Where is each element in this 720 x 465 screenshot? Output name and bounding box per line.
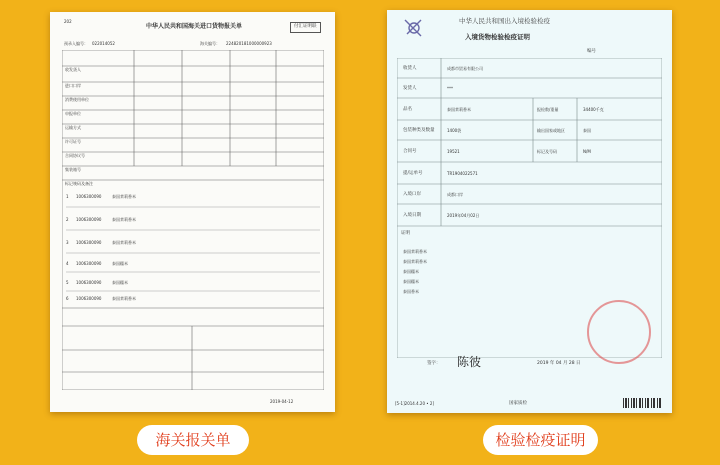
item-name: 泰国糯米 [112,261,128,266]
row-label: 进口口岸 [65,83,81,88]
field-value: 泰国茉莉香米 [447,107,471,112]
item-no: 5 [66,280,69,285]
item-name: 泰国茉莉香米 [112,240,136,245]
item-code: 1006300090 [76,280,102,285]
field-value: 泰国 [583,128,591,133]
row-label: 标记唛码及备注 [65,181,93,186]
field-value: *** [447,86,453,91]
sign-label: 签字： [427,361,441,366]
row-label: 申报单位 [65,111,81,116]
item-code: 1006300090 [76,240,102,245]
signature: 陈彼 [457,355,482,369]
field-value: N/M [583,149,591,154]
stamp-box: 付汇证明联 [290,22,321,33]
row-label: 运输方式 [65,125,81,130]
field-value: 19521 [447,149,460,154]
inspection-certificate-document [387,10,672,413]
item-no: 6 [66,296,69,301]
proof-label: 证明 [401,231,410,236]
field-label: 入境口岸 [403,192,421,197]
proof-line: 泰国香米 [403,289,419,294]
field-value: 1400袋 [447,128,462,133]
emblem-icon [401,16,427,42]
item-code: 1006300090 [76,194,102,199]
customs-no: 224820181000000923 [226,41,272,46]
item-no: 3 [66,240,69,245]
row-label: 集装箱号 [65,167,81,172]
official-seal-icon [587,300,651,364]
proof-line: 泰国糯米 [403,279,419,284]
customs-declaration-document [50,12,335,412]
field-label: 报检数/重量 [537,107,559,112]
field-label: 提/运单号 [403,171,423,176]
row-label: 许可证号 [65,139,81,144]
field-value: 成都市贸易有限公司 [447,66,483,71]
barcode-icon [623,398,663,408]
field-value: 成都口岸 [447,192,463,197]
top-code: 202 [64,19,72,24]
row-label: 收发货人 [65,67,81,72]
item-name: 泰国糯米 [112,280,128,285]
item-code: 1006300090 [76,261,102,266]
customs-title: 中华人民共和国海关进口货物报关单 [146,23,243,30]
cert-header-line1: 中华人民共和国出入境检验检疫 [459,17,550,25]
cert-date: 2019 年 04 月 28 日 [537,361,581,366]
field-label: 发货人 [403,86,417,91]
item-name: 泰国茉莉香米 [112,217,136,222]
certificate-caption: 检验检疫证明 [483,425,598,455]
customs-caption: 海关报关单 [137,425,249,455]
field-label: 入境日期 [403,213,421,218]
proof-line: 泰国茉莉香米 [403,249,427,254]
item-code: 1006300090 [76,217,102,222]
brand-label: 国家质检 [509,401,527,406]
field-label: 包装种类及数量 [403,128,435,133]
bottom-left-code: [5-1]2014.4.20 • 2] [395,401,435,406]
field-label: 合同号 [403,149,417,154]
field-label: 品名 [403,107,412,112]
customs-no-label: 海关编号： [200,41,220,46]
field-label: 收货人 [403,66,417,71]
item-name: 泰国茉莉香米 [112,194,136,199]
item-no: 4 [66,261,69,266]
cert-no-label: 编号 [587,49,596,54]
row-label: 消费使用单位 [65,97,89,102]
field-label: 标记及号码 [537,149,557,154]
field-value: 34400千克 [583,107,604,112]
footer-date: 2019-04-12 [270,399,294,404]
proof-line: 泰国糯米 [403,269,419,274]
field-value: 2019年04月02日 [447,213,480,218]
item-code: 1006300090 [76,296,102,301]
item-no: 1 [66,194,69,199]
row-label: 合同协议号 [65,153,85,158]
proof-line: 泰国茉莉香米 [403,259,427,264]
item-no: 2 [66,217,69,222]
field-label: 输出国家或地区 [537,128,565,133]
item-name: 泰国茉莉香米 [112,296,136,301]
cert-header-line2: 入境货物检验检疫证明 [465,33,530,41]
pre-entry-label: 预录入编号： [64,41,88,46]
field-value: TR1904022571 [447,171,478,176]
pre-entry-no: 022014052 [92,41,115,46]
